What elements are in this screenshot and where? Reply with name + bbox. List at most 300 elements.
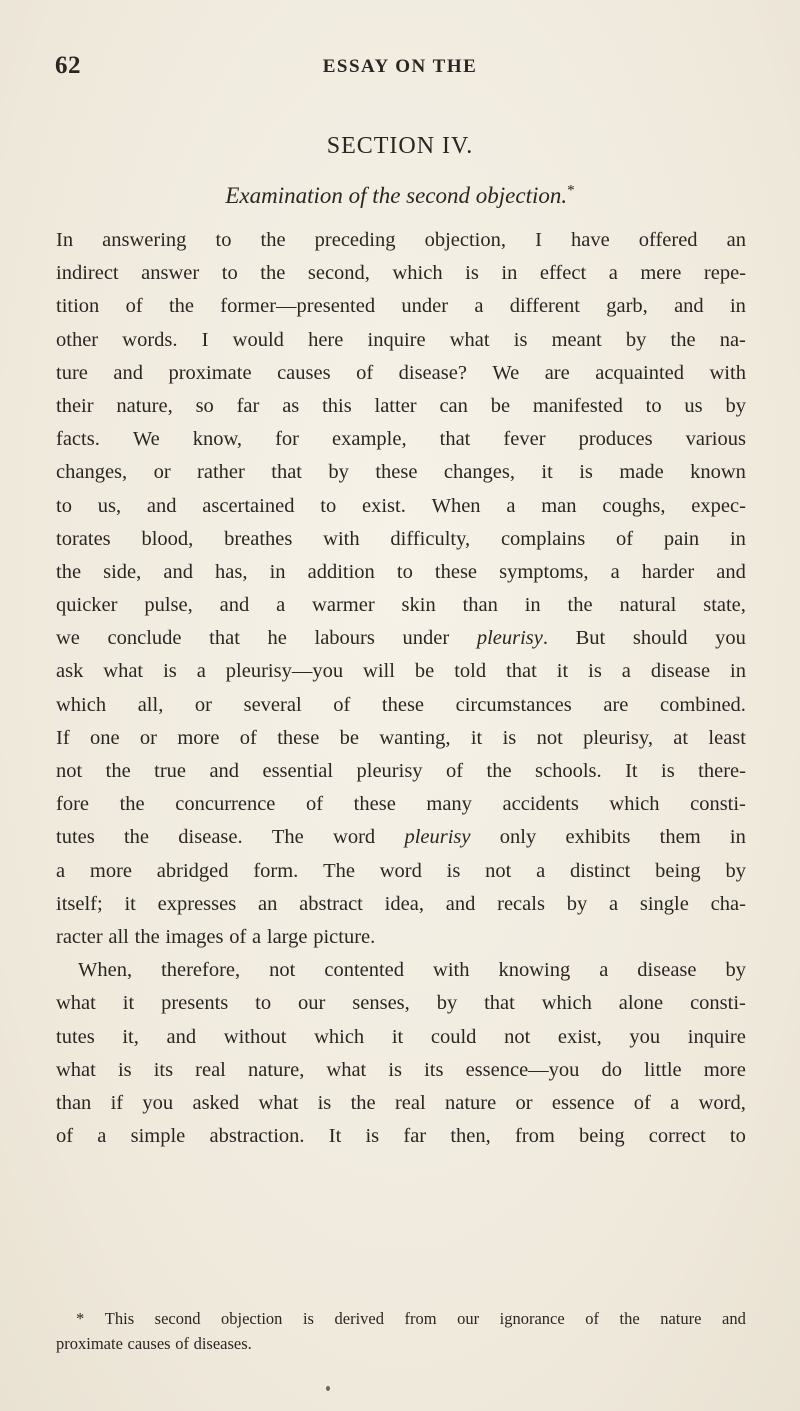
word: combined. <box>659 693 746 716</box>
word: acquainted <box>595 361 685 384</box>
word: by <box>328 461 349 484</box>
text-line <box>56 423 746 456</box>
word: The <box>323 859 355 882</box>
text-line <box>56 689 746 722</box>
word: not <box>504 1025 531 1048</box>
word: or <box>153 461 171 484</box>
text-line <box>56 1087 746 1120</box>
text-line <box>56 257 746 290</box>
word: expec- <box>691 494 746 517</box>
word: more <box>703 1058 746 1081</box>
word: without <box>223 1025 287 1048</box>
word: It <box>328 1125 342 1148</box>
word: be <box>490 394 511 417</box>
word: disease <box>650 660 711 683</box>
word: I <box>535 229 542 251</box>
word: the <box>260 262 286 285</box>
word: pain <box>663 527 700 550</box>
word: a <box>608 262 618 285</box>
word: harder <box>641 560 695 583</box>
word: side, <box>103 560 142 583</box>
word: and <box>166 1025 197 1048</box>
footnote-line <box>56 1306 746 1331</box>
text-line <box>56 1120 746 1153</box>
word: is <box>588 660 602 683</box>
word: by <box>625 328 647 351</box>
word: our <box>298 992 326 1015</box>
word: being <box>655 859 701 882</box>
word: can <box>439 394 468 417</box>
word: the <box>350 1091 376 1114</box>
word: contented <box>324 959 405 982</box>
word: of <box>175 1334 189 1353</box>
word: the <box>567 594 593 617</box>
word: one <box>89 726 120 749</box>
word: asked <box>192 1091 240 1114</box>
word: that <box>209 627 240 650</box>
word: these <box>434 560 478 583</box>
word: coughs, <box>602 494 666 517</box>
word: is <box>446 859 461 882</box>
text-line <box>56 755 746 788</box>
word: not <box>536 726 563 749</box>
word: these <box>381 693 425 716</box>
word: under <box>401 295 449 318</box>
word: true <box>154 760 186 782</box>
word: the <box>486 760 512 782</box>
word: the <box>105 760 131 782</box>
word: proximate <box>56 1334 123 1353</box>
word: of <box>446 760 464 782</box>
word: breathes <box>224 527 293 550</box>
text-line <box>56 556 746 589</box>
word: and <box>163 560 193 583</box>
word: it <box>124 892 136 915</box>
word: would <box>232 328 284 351</box>
word: is <box>513 328 528 351</box>
word: could <box>430 1025 477 1048</box>
word: accidents <box>502 793 579 816</box>
word: he <box>267 627 287 650</box>
word: be <box>339 726 359 749</box>
word: to <box>56 494 72 517</box>
word: what <box>56 992 96 1015</box>
word: there- <box>698 760 746 782</box>
word: skin <box>401 594 436 617</box>
text-line <box>56 921 746 954</box>
word: abstraction. <box>209 1125 305 1148</box>
word: from <box>514 1125 555 1148</box>
word: for <box>275 428 299 451</box>
word: torates <box>56 527 111 550</box>
word: so <box>195 394 214 417</box>
word: proximate <box>168 361 252 384</box>
word: ascertained <box>202 494 295 517</box>
word: to <box>396 560 413 583</box>
word: of <box>229 925 247 948</box>
word <box>404 821 470 854</box>
word: or <box>515 1091 533 1114</box>
word: real <box>394 1091 426 1114</box>
word: you <box>629 1025 661 1048</box>
word: man <box>541 494 577 517</box>
word: warmer <box>312 594 375 617</box>
word: with <box>433 959 470 982</box>
word: addition <box>307 560 375 583</box>
word: this <box>322 394 352 417</box>
word: the <box>119 793 145 816</box>
word: tition <box>56 295 100 318</box>
word: in <box>729 295 746 318</box>
word: objection <box>221 1309 283 1328</box>
word: that <box>484 992 515 1015</box>
word: and <box>445 892 476 915</box>
footnote-line <box>56 1331 746 1356</box>
word: or <box>139 726 157 749</box>
text-line <box>56 490 746 523</box>
word: a <box>608 892 619 915</box>
word: facts. <box>56 428 100 451</box>
word: and <box>209 760 240 782</box>
word: know, <box>192 428 243 451</box>
word: have <box>570 229 610 251</box>
word: latter <box>374 394 417 417</box>
word: conclude <box>107 627 182 650</box>
word: and <box>722 1309 746 1328</box>
word: in <box>729 826 746 849</box>
word: disease? <box>398 361 467 384</box>
word: produces <box>578 428 653 451</box>
word: which <box>56 693 107 716</box>
text-line <box>56 788 746 821</box>
word: exist, <box>557 1025 602 1048</box>
word: its <box>424 1058 444 1081</box>
word: a <box>97 1125 107 1148</box>
word: state, <box>703 594 746 617</box>
word: are <box>603 693 629 716</box>
word: correct <box>648 1125 706 1148</box>
ink-speck <box>326 1386 330 1391</box>
text-line <box>56 589 746 622</box>
word: indirect <box>56 262 119 285</box>
word: word, <box>698 1091 746 1114</box>
word: made <box>619 461 664 484</box>
word: a <box>610 560 620 583</box>
word: is <box>465 262 479 285</box>
word: to <box>215 229 232 251</box>
word: In <box>56 229 74 251</box>
word: concurrence <box>175 793 276 816</box>
word: fore <box>56 793 90 816</box>
word: abstract <box>299 892 363 915</box>
word: it <box>470 726 483 749</box>
word: schools. <box>535 760 602 782</box>
text-line <box>56 224 746 257</box>
word: simple <box>130 1125 186 1148</box>
word: second <box>154 1309 201 1328</box>
word: all <box>108 925 129 948</box>
word: us <box>684 394 703 417</box>
word: alone <box>618 992 664 1015</box>
word: It <box>625 760 638 782</box>
word: of <box>56 1125 74 1148</box>
word: pulse, <box>144 594 193 617</box>
word: * <box>76 1309 85 1328</box>
word: to <box>221 262 238 285</box>
word: only <box>499 826 537 849</box>
word: of <box>585 1309 599 1328</box>
word: that <box>271 461 302 484</box>
word: causes <box>277 361 331 384</box>
word: to <box>645 394 662 417</box>
word: being <box>579 1125 625 1148</box>
word: by <box>725 959 746 982</box>
word: the <box>56 560 82 583</box>
word: of <box>333 693 351 716</box>
word: what <box>56 1058 96 1081</box>
text-line <box>56 888 746 921</box>
word: itself; <box>56 892 103 915</box>
word: essence—you <box>465 1058 580 1081</box>
word: told <box>454 660 487 683</box>
word: with <box>323 527 360 550</box>
word: This <box>104 1309 135 1328</box>
word: a <box>56 859 66 882</box>
word: circumstances <box>455 693 572 716</box>
word: far <box>236 394 260 417</box>
word: and <box>219 594 250 617</box>
word: blood, <box>141 527 194 550</box>
word: these <box>277 726 320 749</box>
word: are <box>544 361 570 384</box>
word: But <box>575 627 606 650</box>
word: these <box>353 793 396 816</box>
word: repe- <box>703 262 746 285</box>
word: is <box>163 660 177 683</box>
word: We <box>492 361 520 384</box>
word: therefore, <box>161 959 241 982</box>
word: mere <box>640 262 682 285</box>
word: it <box>556 660 569 683</box>
word: of <box>125 295 143 318</box>
word: When <box>431 494 481 517</box>
word: I <box>201 328 209 351</box>
word: When, <box>78 959 133 982</box>
word: real <box>195 1058 226 1081</box>
word: and <box>113 361 143 384</box>
word: pleurisy, <box>583 726 653 749</box>
word: fever <box>503 428 546 451</box>
word: be <box>414 660 435 683</box>
word: it <box>541 461 553 484</box>
word: other <box>56 328 99 351</box>
word: what <box>449 328 490 351</box>
subtitle-text: Examination of the second objection. <box>225 183 568 208</box>
text-line <box>56 290 746 323</box>
word: abridged <box>156 859 229 882</box>
word: here <box>308 328 344 351</box>
word: rather <box>197 461 245 484</box>
word: in <box>269 560 286 583</box>
word: complains <box>500 527 586 550</box>
word: that <box>439 428 471 451</box>
word: it <box>391 1025 404 1048</box>
word: the <box>619 1309 640 1328</box>
word: a <box>506 494 516 517</box>
page-number: 62 <box>55 52 81 79</box>
word: in <box>730 660 746 683</box>
word: single <box>639 892 689 915</box>
word: not <box>56 760 83 782</box>
word: na- <box>719 328 746 351</box>
word: inquire <box>367 328 426 351</box>
text-line <box>56 324 746 357</box>
word: essence <box>551 1091 615 1114</box>
word: than <box>56 1091 92 1114</box>
word: word <box>379 859 422 882</box>
text-line <box>56 954 746 987</box>
word: manifested <box>532 394 623 417</box>
text-line <box>56 821 746 854</box>
section-title: SECTION IV. <box>326 133 474 159</box>
word: answer <box>141 262 200 285</box>
word: the <box>670 328 696 351</box>
word: several <box>243 693 302 716</box>
word: known <box>690 461 746 484</box>
word: expresses <box>157 892 237 915</box>
text-line <box>56 390 746 423</box>
word: The <box>271 826 304 849</box>
text-line <box>56 622 746 655</box>
word: the <box>260 229 286 251</box>
text-line <box>56 655 746 688</box>
word: labours <box>314 627 375 650</box>
word: of <box>616 527 634 550</box>
word: is <box>388 1058 403 1081</box>
word: more <box>89 859 133 882</box>
running-head: ESSAY ON THE <box>322 56 478 77</box>
text-line <box>56 357 746 390</box>
word: knowing <box>498 959 571 982</box>
word: an <box>726 229 746 251</box>
word: meant <box>551 328 602 351</box>
word: all, <box>137 693 164 716</box>
word: the <box>134 925 160 948</box>
word: by <box>725 394 746 417</box>
word: nature, <box>247 1058 305 1081</box>
word: inquire <box>687 1025 746 1048</box>
word: former—presented <box>220 295 376 318</box>
word: essential <box>262 760 334 782</box>
word: pleurisy <box>356 760 423 782</box>
italic-word: pleurisy <box>404 826 471 849</box>
word: derived <box>334 1309 384 1328</box>
word: under <box>402 627 450 650</box>
word: exhibits <box>565 826 631 849</box>
text-line <box>56 456 746 489</box>
word: is <box>317 1091 332 1114</box>
word: a <box>599 959 609 982</box>
word: their <box>56 394 94 417</box>
word: which <box>609 793 660 816</box>
word: and <box>674 295 704 318</box>
word: pleurisy—you <box>225 660 344 683</box>
word: and <box>716 560 746 583</box>
word: a <box>252 925 262 948</box>
word: should <box>632 627 688 650</box>
word: what <box>258 1091 299 1114</box>
word: various <box>685 428 746 451</box>
word: by <box>436 992 458 1015</box>
word: by <box>725 859 746 882</box>
word: pleurisy. <box>476 627 548 650</box>
word: We <box>132 428 160 451</box>
word: preceding <box>314 229 396 251</box>
word: it, <box>122 1025 139 1048</box>
word: word <box>333 826 376 849</box>
word: more <box>177 726 220 749</box>
word: you <box>142 1091 174 1114</box>
word: wanting, <box>379 726 451 749</box>
body-text <box>56 224 746 1153</box>
word: natural <box>619 594 677 617</box>
word: exist. <box>361 494 406 517</box>
word: nature, <box>116 394 173 417</box>
word: our <box>457 1309 480 1328</box>
word: effect <box>539 262 587 285</box>
word: picture. <box>313 925 376 948</box>
word: disease <box>637 959 697 982</box>
word: presents <box>161 992 229 1015</box>
word: than <box>462 594 498 617</box>
word: which <box>314 1025 365 1048</box>
word: disease. <box>178 826 243 849</box>
word: answering <box>102 229 187 251</box>
italic-word: pleurisy <box>476 627 543 650</box>
word: If <box>56 726 70 749</box>
word: nature <box>660 1309 702 1328</box>
word: difficulty, <box>390 527 471 550</box>
word: a <box>196 660 206 683</box>
word: senses, <box>352 992 410 1015</box>
word: which <box>541 992 592 1015</box>
word: in <box>524 594 541 617</box>
section-subtitle <box>0 183 800 209</box>
word: is <box>502 726 517 749</box>
word: us, <box>97 494 122 517</box>
word: is <box>365 1125 380 1148</box>
word: not <box>269 959 296 982</box>
text-line <box>56 523 746 556</box>
word: a <box>670 1091 680 1114</box>
word: symptoms, <box>499 560 589 583</box>
word: will <box>363 660 395 683</box>
text-line <box>56 987 746 1020</box>
word: changes, <box>56 461 128 484</box>
word: recals <box>497 892 545 915</box>
word: racter <box>56 925 103 948</box>
word: changes, <box>443 461 515 484</box>
word: as <box>282 394 300 417</box>
word: is <box>579 461 593 484</box>
word: do <box>601 1058 622 1081</box>
word: far <box>403 1125 427 1148</box>
word: not <box>485 859 512 882</box>
word: has, <box>215 560 248 583</box>
word: garb, <box>606 295 648 318</box>
word: a <box>474 295 484 318</box>
word: these <box>375 461 418 484</box>
